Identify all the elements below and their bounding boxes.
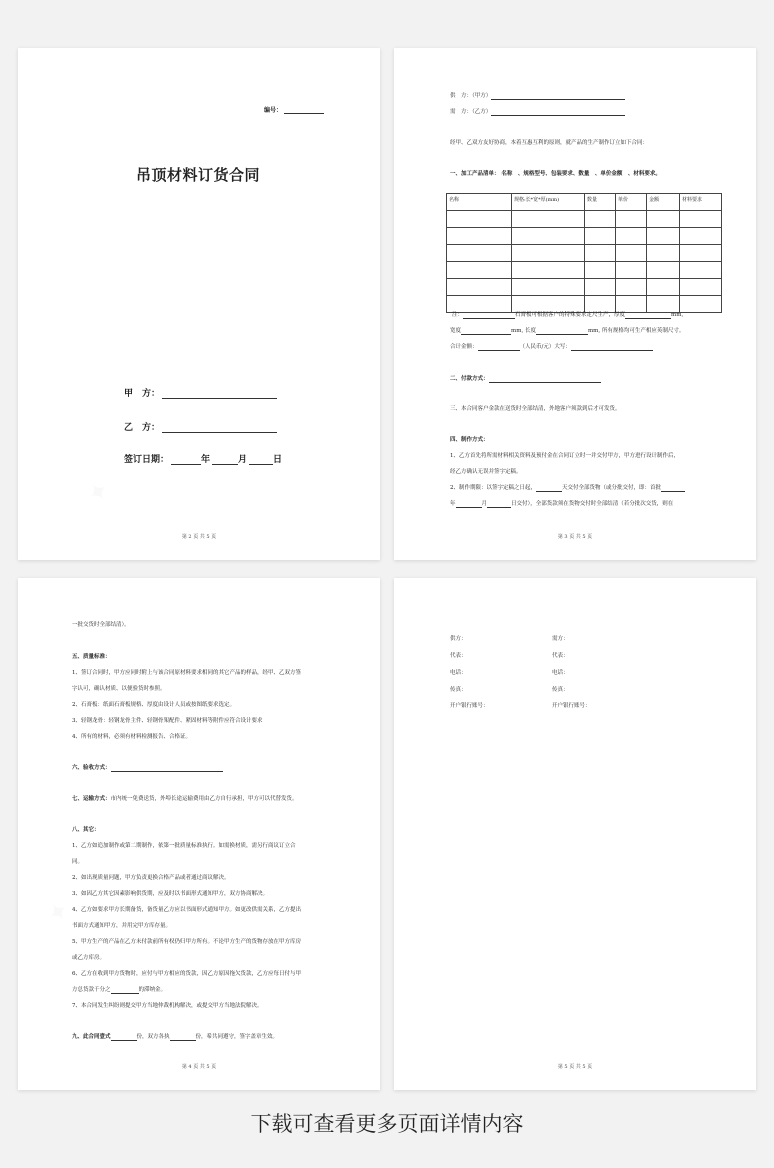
page-title: 吊顶材料订货合同	[136, 166, 261, 184]
item-2-text-b: 天交付全部货物（或分批交付，即：首批	[562, 485, 662, 491]
table-header-qty: 数量	[585, 194, 616, 211]
section-7-label: 七、运输方式：	[72, 796, 111, 802]
month-blank-2	[487, 501, 511, 508]
page-footer: 第 3 页 共 5 页	[557, 534, 593, 540]
party-a-blank	[162, 389, 277, 399]
note-mm-1: mm,	[671, 312, 684, 318]
section-3-text: 三、本合同客户金款在送货时全部结清，外地客户须款到后才可发货。	[450, 406, 621, 412]
total-unit: （人民币/元）大写：	[519, 344, 571, 350]
table-row	[447, 228, 722, 245]
supplier-label: 供 方：（甲方）	[450, 93, 492, 99]
other-item-3: 3、如因乙方其它因素影响供货期，应及时以书面形式通知甲方，双方协商解决。	[72, 891, 269, 897]
year-label: 年	[201, 455, 211, 465]
party-a-row	[124, 386, 277, 399]
note-line-1	[452, 312, 683, 319]
year-blank-2	[456, 501, 482, 508]
item-2-text-e: 日交付），全部货款须在货物交付时全部结清（若分批次交货，则在	[511, 501, 674, 507]
section-8-heading: 八、其它：	[72, 827, 100, 833]
penalty-text-a: 方总货款千分之	[72, 987, 111, 993]
table-row	[447, 296, 722, 313]
signature-right-bank: 开户银行账号：	[552, 703, 591, 709]
signature-right-rep: 代表：	[552, 653, 569, 659]
year-blank	[171, 455, 201, 465]
other-item-5b: 或乙方库房。	[72, 955, 106, 961]
section-6-heading	[72, 765, 223, 772]
each-copies-blank	[170, 1034, 196, 1041]
other-item-6b	[72, 987, 166, 994]
section-2-heading	[450, 376, 601, 383]
contract-number	[264, 105, 324, 114]
item-1-line-b: 经乙方确认无误并签字定稿。	[450, 469, 522, 475]
item-2-text-a: 2、制作期限：以签字定稿之日起，	[450, 485, 537, 491]
item-2-line-b	[450, 501, 673, 508]
table-header-price: 单价	[616, 194, 647, 211]
section-9-line	[72, 1034, 278, 1041]
days-blank	[536, 485, 562, 492]
buyer-line	[450, 109, 625, 116]
table-row	[447, 211, 722, 228]
item-1-line-a: 1、乙方首先将所需材料相关资料及预付金在合同订立时一并交付甲方，甲方进行设计制作后，	[450, 453, 680, 459]
intro-text: 经甲、乙双方友好协商，本着互惠互利的原则，就产品的生产制作订立如下合同：	[450, 140, 649, 146]
total-label: 合计金额：	[450, 344, 478, 350]
watermark	[81, 474, 116, 511]
signature-right-buyer: 需方：	[552, 636, 569, 642]
section-5-heading: 五、质量标准：	[72, 654, 111, 660]
total-uppercase-blank	[571, 344, 653, 351]
download-caption[interactable]: 下载可查看更多页面详情内容	[250, 1112, 524, 1136]
party-b-row	[124, 420, 277, 433]
other-item-6a: 6、乙方在收到甲方货物时，应付与甲方相应的货款，因乙方原因拖欠货款，乙方应每日付与甲	[72, 971, 302, 977]
thickness-blank	[625, 312, 671, 319]
section-9-text-b: 份，双方各执	[136, 1034, 170, 1040]
page-footer: 第 5 页 共 5 页	[557, 1064, 593, 1070]
contract-page-cover	[18, 48, 380, 560]
contract-number-blank	[284, 107, 324, 114]
supplier-blank	[491, 93, 625, 100]
other-item-1a: 1、乙方如追加制作或第二期制作，依第一批质量标准执行。如需换材质，需另行商议订立合	[72, 843, 296, 849]
month-blank	[212, 455, 238, 465]
section-4-heading: 四、制作方式：	[450, 437, 489, 443]
page-footer: 第 2 页 共 5 页	[181, 534, 217, 540]
item-2-line-a	[450, 485, 685, 492]
signature-right-phone: 电话：	[552, 670, 569, 676]
note-line-2	[450, 328, 684, 335]
total-blank	[478, 344, 520, 351]
quality-item-3: 3、轻钢龙骨：轻钢龙骨主件、轻钢骨架配件、紧固材料等附件应符合设计要求	[72, 718, 263, 724]
section-2-label: 二、付款方式：	[450, 376, 489, 382]
table-header-amount: 金额	[647, 194, 680, 211]
signature-left-phone: 电话：	[450, 670, 467, 676]
day-label: 日	[273, 455, 283, 465]
section-6-label: 六、验收方式：	[72, 765, 111, 771]
table-row	[447, 245, 722, 262]
other-item-7: 7、本合同发生纠纷则提交甲方当地仲裁机构解决，或提交甲方当地法院解决。	[72, 1003, 263, 1009]
buyer-blank	[491, 109, 625, 116]
signature-left-supplier: 供方：	[450, 636, 467, 642]
signature-left-bank: 开户银行账号：	[450, 703, 489, 709]
length-blank	[536, 328, 588, 335]
section-1-heading: 一、加工产品清单： 名称 、规格型号、包装要求、数量 、单价金额 、材料要求。	[450, 171, 661, 177]
month-label: 月	[238, 455, 248, 465]
signature-left-fax: 传真：	[450, 687, 467, 693]
table-header-spec: 规格:长*宽*厚(mm)	[512, 194, 585, 211]
other-item-1b: 同。	[72, 859, 84, 865]
copies-blank	[111, 1034, 137, 1041]
supplier-line	[450, 93, 625, 100]
quality-item-1a: 1、签订合同时，甲方应同时附上与该合同原材料要求相同的其它产品的样品，经甲、乙双方签	[72, 670, 302, 676]
quality-item-2: 2、石膏板：纸面石膏板规格、厚度由设计人员或按图纸要求选定。	[72, 702, 236, 708]
penalty-blank	[111, 987, 139, 994]
penalty-text-b: 的滞纳金。	[138, 987, 167, 993]
party-a-label: 甲 方：	[124, 389, 161, 399]
sign-date-label: 签订日期：	[124, 455, 170, 465]
other-item-2: 2、如出现质量问题，甲方负责更换合格产品或者通过商议解决。	[72, 875, 230, 881]
note-text-1: 石膏板可根据客户的特殊要求定尺生产，厚度	[515, 312, 626, 318]
contract-page-signatures	[394, 578, 756, 1090]
note-prefix: 注：	[452, 312, 464, 318]
total-line	[450, 344, 653, 351]
length-label: mm, 长度	[511, 328, 536, 334]
table-row	[447, 262, 722, 279]
other-item-5a: 5、甲方生产的产品在乙方未付款前所有权仍归甲方所有。不论甲方生产的货物存放在甲方库房	[72, 939, 302, 945]
section-7-text: 市内统一免费送货，外埠长途运输费用由乙方自行承担，甲方可以代替发货。	[110, 796, 298, 802]
other-item-4b: 书面方式通知甲方，并用完甲方库存量。	[72, 923, 172, 929]
table-header-row	[447, 194, 722, 211]
acceptance-blank	[111, 765, 223, 772]
table-header-material: 材料要求	[680, 194, 722, 211]
section-7-line	[72, 796, 298, 803]
contract-page-terms-1	[394, 48, 756, 560]
payment-blank	[489, 376, 601, 383]
note-blank-1	[463, 312, 515, 319]
first-batch-blank	[661, 485, 685, 492]
quality-item-1b: 字认可，确认材质、以便验货时参照。	[72, 686, 166, 692]
other-item-4a: 4、乙方如要求甲方长期备货，备货量乙方应以书面形式通知甲方。如更改供需关系，乙方提出	[72, 907, 302, 913]
quality-item-4: 4、所有的材料，必须有材料检测报告、合格证。	[72, 734, 192, 740]
signature-left-rep: 代表：	[450, 653, 467, 659]
table-header-name: 名称	[447, 194, 512, 211]
note-mm-3: mm, 所有规格均可生产相应英制尺寸。	[587, 328, 685, 334]
width-label: 宽度	[450, 328, 462, 334]
section-9-text-a: 九、此合同壹式	[72, 1034, 111, 1040]
party-b-label: 乙 方：	[124, 423, 161, 433]
width-blank	[461, 328, 511, 335]
sign-date-row	[124, 452, 282, 465]
page-footer: 第 4 页 共 5 页	[181, 1064, 217, 1070]
product-table	[446, 193, 722, 313]
buyer-label: 需 方：（乙方）	[450, 109, 492, 115]
section-9-text-c: 份，希共同遵守，签字盖章生效。	[195, 1034, 279, 1040]
contract-page-terms-2	[18, 578, 380, 1090]
item-2-year: 年	[450, 501, 456, 507]
party-b-blank	[162, 423, 277, 433]
item-2-month: 月	[481, 501, 488, 507]
table-row	[447, 279, 722, 296]
contract-number-label: 编号：	[264, 107, 283, 114]
continuation-text: 一批交货时全部结清）。	[72, 622, 130, 628]
day-blank	[249, 455, 273, 465]
signature-right-fax: 传真：	[552, 687, 569, 693]
